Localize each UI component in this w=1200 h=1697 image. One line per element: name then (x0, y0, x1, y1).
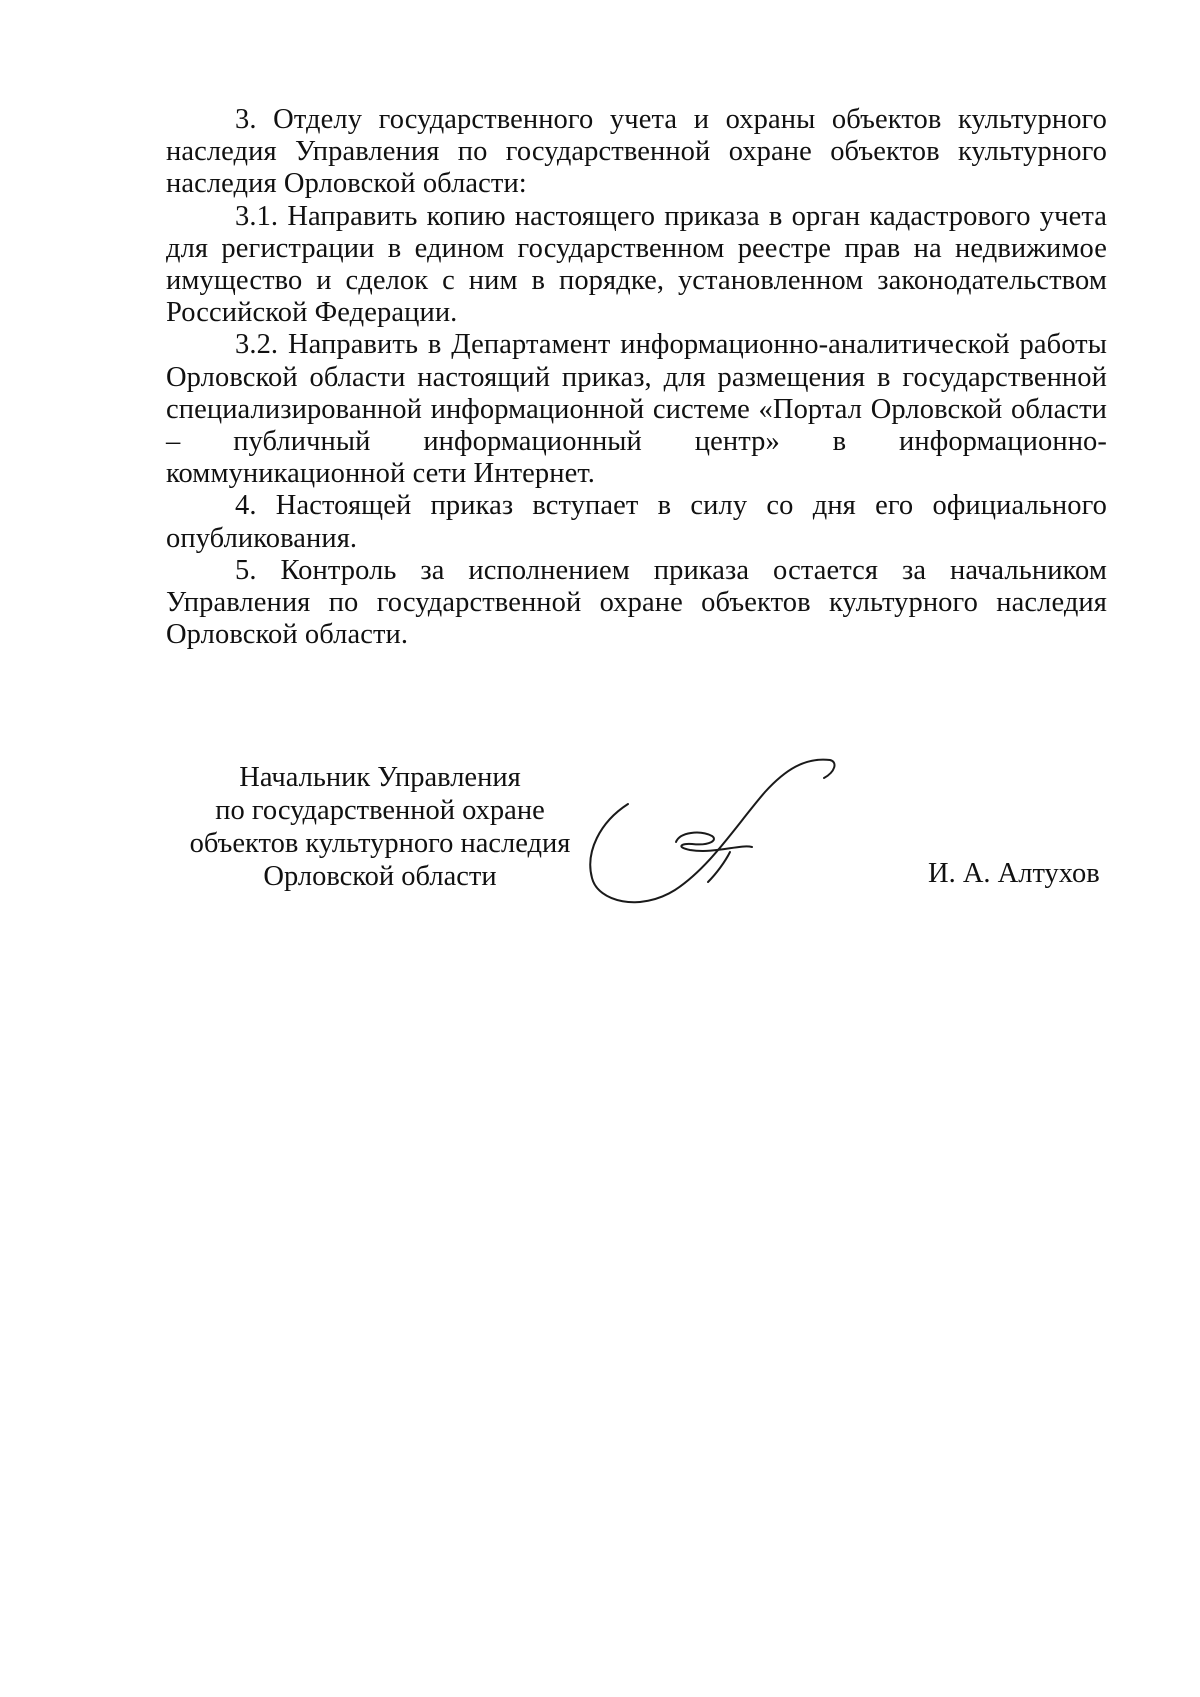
position-line: объектов культурного наследия (189, 828, 571, 859)
paragraph-3-2: 3.2. Направить в Департамент информационно-аналитической работы Орловской области настоящий приказ, для размещения в государственной специализированной информационной системе «Портал Орловской области – публичный информационный центр» в информационно-коммуникационной сети Интернет. (166, 329, 1107, 490)
paragraph-4: 4. Настоящей приказ вступает в силу со дня его официального опубликования. (166, 490, 1107, 554)
position-line: Начальник Управления (239, 762, 521, 793)
signatory-position (180, 761, 580, 893)
paragraph-5: 5. Контроль за исполнением приказа остается за начальником Управления по государственной охране объектов культурного наследия Орловской области. (166, 554, 1107, 651)
handwritten-signature (580, 752, 850, 912)
document-body (166, 104, 1107, 651)
position-line: Орловской области (263, 861, 497, 892)
position-line: по государственной охране (215, 795, 545, 826)
paragraph-3-1: 3.1. Направить копию настоящего приказа в орган кадастрового учета для регистрации в едином государственном реестре прав на недвижимое имущество и сделок с ним в порядке, установленном законодательством Российской Федерации. (166, 200, 1107, 329)
signer-name: И. А. Алтухов (928, 858, 1100, 889)
paragraph-3: 3. Отделу государственного учета и охраны объектов культурного наследия Управления по государственной охране объектов культурного наследия Орловской области: (166, 104, 1107, 200)
